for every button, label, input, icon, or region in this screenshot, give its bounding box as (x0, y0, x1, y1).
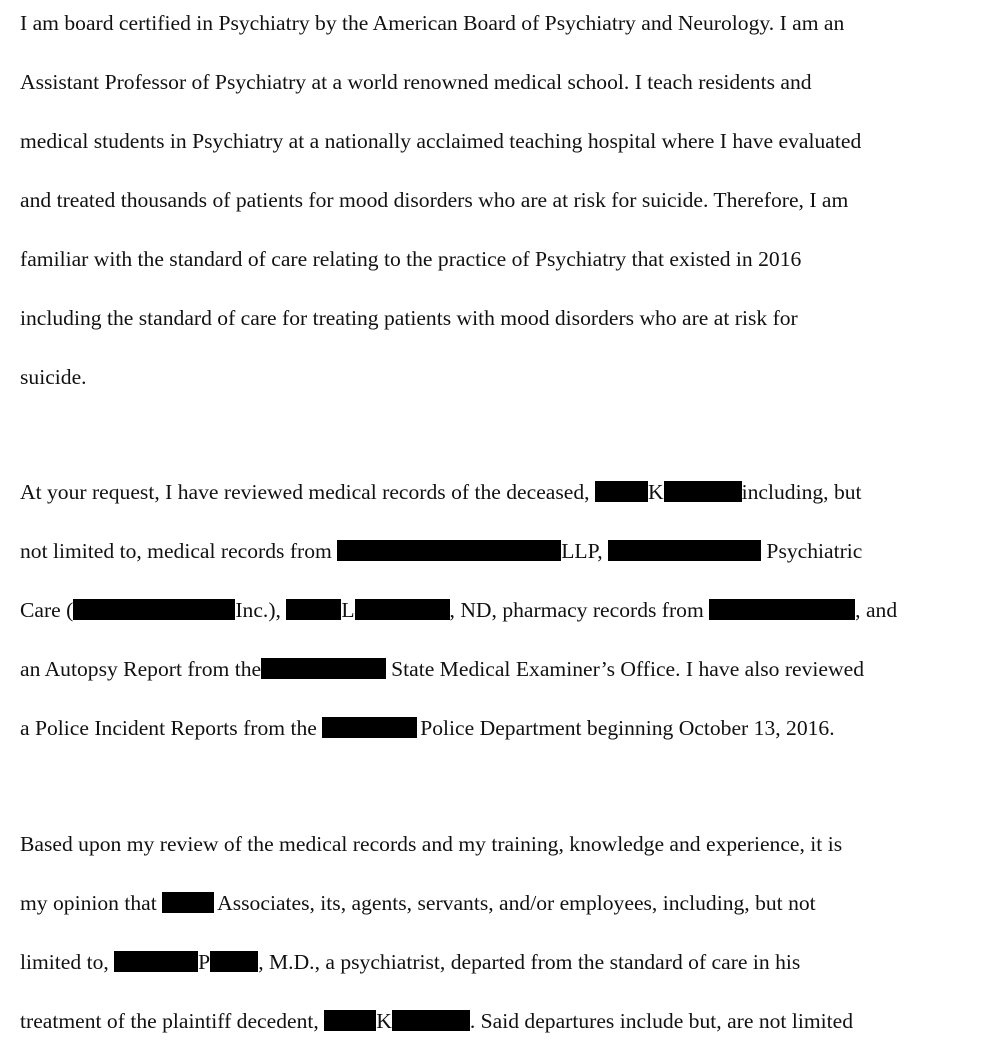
text-line (20, 699, 990, 758)
text-segment: an Autopsy Report from the (20, 657, 262, 681)
text-segment: , ND, pharmacy records from (449, 598, 710, 622)
redaction-block (608, 540, 761, 561)
redaction-block (73, 599, 235, 620)
redaction-block (114, 951, 198, 972)
redaction-block (324, 1010, 376, 1031)
text-line: including the standard of care for treating patients with mood disorders who are at risk for (20, 306, 798, 330)
text-segment: L (341, 598, 355, 622)
text-segment: LLP, (561, 539, 609, 563)
text-segment: P (198, 950, 211, 974)
text-line: medical students in Psychiatry at a nationally acclaimed teaching hospital where I have evaluated (20, 129, 862, 153)
text-segment: . Said departures include but, are not limited (469, 1009, 853, 1033)
text-segment: including, but (741, 480, 862, 504)
text-segment: Inc.), (235, 598, 287, 622)
text-line: I am board certified in Psychiatry by the American Board of Psychiatry and Neurology. I am an (20, 11, 845, 35)
text-segment: my opinion that (20, 891, 163, 915)
paragraph-opinion (20, 815, 990, 1051)
redaction-block (355, 599, 450, 620)
text-segment: Care ( (20, 598, 74, 622)
text-line (20, 463, 990, 522)
text-line (20, 933, 990, 992)
text-line (20, 874, 990, 933)
redaction-block (261, 658, 386, 679)
redaction-block (337, 540, 561, 561)
text-segment: Police Department beginning October 13, 2016. (420, 716, 835, 740)
redaction-block (286, 599, 341, 620)
text-line: familiar with the standard of care relating to the practice of Psychiatry that existed in 2016 (20, 247, 802, 271)
text-segment: Psychiatric (761, 539, 863, 563)
text-segment: , M.D., a psychiatrist, departed from the standard of care in his (258, 950, 801, 974)
text-line: Assistant Professor of Psychiatry at a world renowned medical school. I teach residents and (20, 70, 812, 94)
text-line (20, 640, 990, 699)
redaction-block (664, 481, 742, 502)
text-segment: limited to, (20, 950, 115, 974)
text-line: Based upon my review of the medical records and my training, knowledge and experience, it is (20, 832, 843, 856)
redaction-block (709, 599, 855, 620)
text-segment: K (376, 1009, 392, 1033)
text-segment: Associates, its, agents, servants, and/or employees, including, but not (217, 891, 816, 915)
text-line (20, 522, 990, 581)
text-segment: a Police Incident Reports from the (20, 716, 323, 740)
text-segment: treatment of the plaintiff decedent, (20, 1009, 325, 1033)
redaction-block (210, 951, 258, 972)
text-line: suicide. (20, 365, 87, 389)
paragraph-qualifications (20, 0, 990, 407)
text-segment: K (647, 480, 664, 504)
text-line: and treated thousands of patients for mood disorders who are at risk for suicide. Therefore, I am (20, 188, 849, 212)
text-segment: State Medical Examiner’s Office. I have also reviewed (391, 657, 864, 681)
redaction-block (322, 717, 417, 738)
text-segment: not limited to, medical records from (20, 539, 338, 563)
text-segment: , and (855, 598, 898, 622)
text-line (20, 992, 990, 1051)
paragraph-records-reviewed (20, 463, 990, 758)
redaction-block (162, 892, 214, 913)
text-line (20, 581, 990, 640)
text-segment: At your request, I have reviewed medical records of the deceased, (20, 480, 595, 504)
redaction-block (392, 1010, 470, 1031)
redaction-block (595, 481, 648, 502)
